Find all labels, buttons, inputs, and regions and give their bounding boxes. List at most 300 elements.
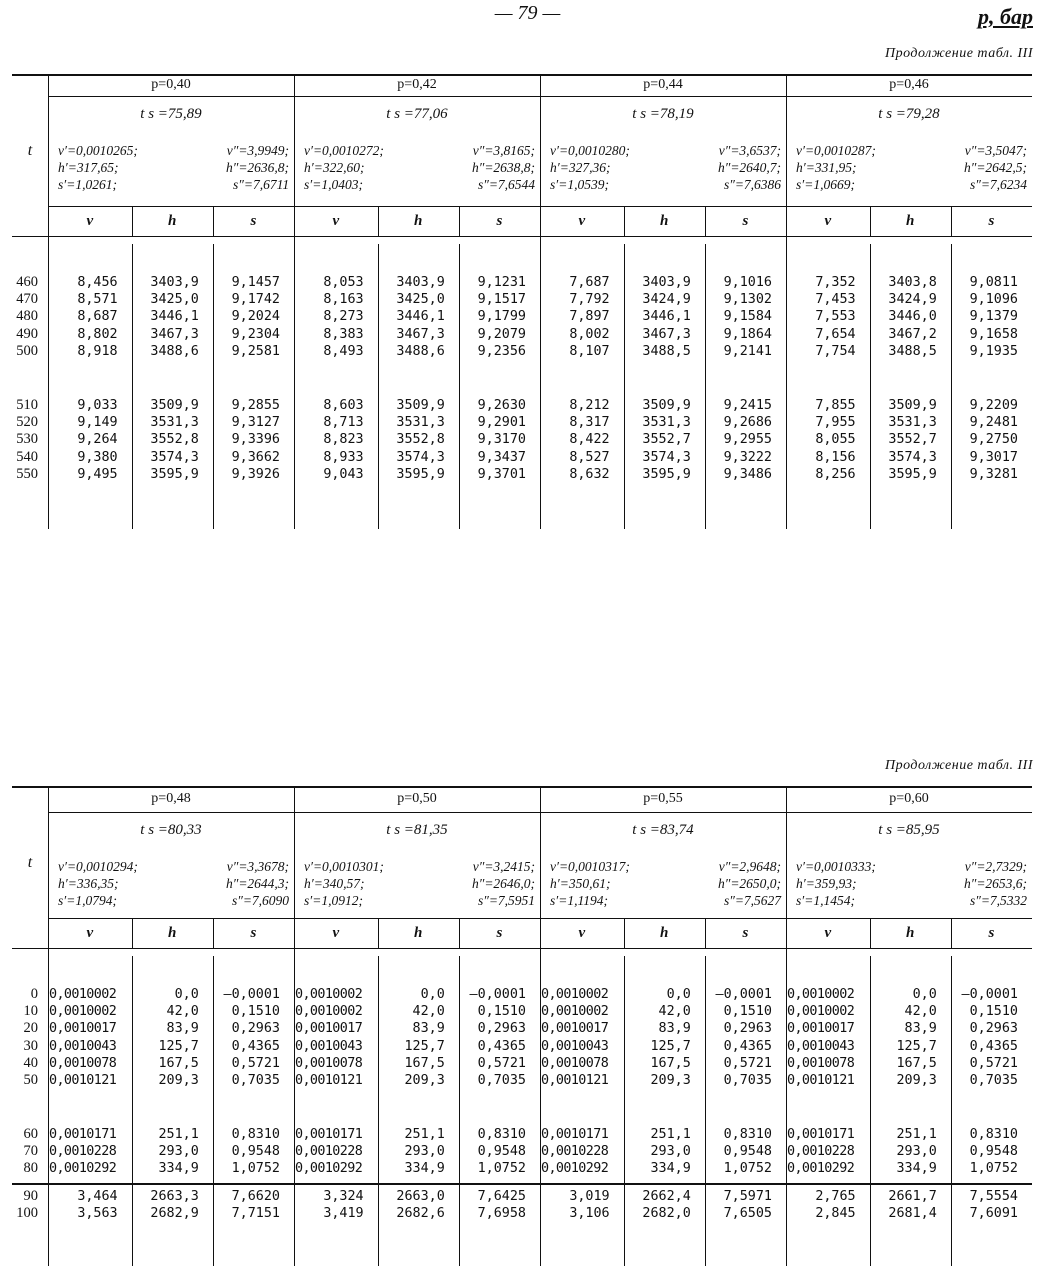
cell-s: 0,7035: [477, 1073, 526, 1088]
cell-h: 334,9: [896, 1161, 937, 1177]
cell-s: 9,3017: [969, 449, 1018, 465]
cell-s: 7,6958: [477, 1206, 526, 1222]
column-header-s: s: [496, 213, 503, 229]
cell-v: 8,317: [569, 415, 610, 431]
saturation-temperature: t s =75,89: [140, 106, 202, 122]
cell-v: 8,802: [77, 326, 118, 342]
cell-h: 0,0: [666, 987, 691, 1002]
saturation-property-liquid: h′=340,57;: [304, 876, 365, 891]
cell-v: 0,0010171: [541, 1127, 609, 1142]
saturation-temperature: t s =81,35: [386, 822, 448, 838]
cell-h: 0,0: [912, 987, 937, 1002]
cell-s: 9,1517: [477, 292, 526, 308]
cell-v: 0,0010121: [295, 1073, 363, 1088]
cell-h: 3509,9: [888, 398, 937, 413]
cell-s: 9,1457: [231, 275, 280, 290]
cell-v: 8,053: [323, 275, 364, 290]
cell-h: 3595,9: [150, 466, 199, 482]
cell-s: 9,0811: [969, 275, 1018, 290]
temperature-cell: 510: [16, 397, 38, 413]
section-rule: [12, 1183, 1032, 1185]
cell-s: 9,3222: [723, 449, 772, 465]
temperature-cell: 100: [16, 1205, 38, 1222]
cell-s: 9,1379: [969, 309, 1018, 325]
cell-v: 8,212: [569, 398, 610, 413]
cell-v: 2,765: [815, 1189, 856, 1204]
cell-s: 9,1016: [723, 275, 772, 290]
cell-s: 9,2079: [477, 326, 526, 342]
cell-v: 0,0010292: [49, 1161, 117, 1177]
cell-h: 3552,8: [396, 432, 445, 448]
temperature-cell: 540: [16, 448, 38, 465]
subcolumn-divider: [705, 918, 706, 948]
subcolumn-divider: [213, 206, 214, 236]
cell-h: 293,0: [650, 1144, 691, 1160]
cell-v: 8,256: [815, 466, 856, 482]
cell-h: 42,0: [904, 1004, 937, 1020]
cell-h: 0,0: [174, 987, 199, 1002]
cell-v: 0,0010078: [49, 1055, 117, 1071]
cell-h: 3595,9: [396, 466, 445, 482]
cell-s: 1,0752: [969, 1161, 1018, 1177]
cell-v: 0,0010043: [787, 1038, 855, 1054]
cell-s: 0,5721: [477, 1055, 526, 1071]
cell-v: 0,0010292: [295, 1161, 363, 1177]
cell-h: 3467,3: [642, 326, 691, 342]
cell-s: 0,9548: [723, 1144, 772, 1160]
column-header-s: s: [250, 213, 257, 229]
subcolumn-divider: [378, 918, 379, 948]
cell-v: 0,0010043: [541, 1038, 609, 1054]
temperature-cell: 70: [23, 1143, 38, 1160]
steam-table-lower: [12, 786, 1032, 1266]
cell-v: 0,0010002: [295, 987, 363, 1002]
cell-h: 3574,3: [150, 449, 199, 465]
cell-s: 9,3437: [477, 449, 526, 465]
cell-s: 1,0752: [477, 1161, 526, 1177]
saturation-property-vapor: v″=3,8165;: [472, 143, 536, 158]
table-row: [12, 1038, 1032, 1055]
cell-v: 9,043: [323, 466, 364, 482]
cell-v: 3,563: [77, 1206, 118, 1222]
cell-v: 8,163: [323, 292, 364, 308]
cell-s: 9,3486: [723, 466, 772, 482]
cell-h: 42,0: [658, 1004, 691, 1020]
temperature-cell: 80: [23, 1160, 38, 1177]
cell-v: 3,419: [323, 1206, 364, 1222]
cell-v: 9,264: [77, 432, 118, 448]
column-header-h: h: [660, 925, 669, 941]
column-header-v: v: [578, 925, 586, 941]
saturation-property-liquid: s′=1,0261;: [58, 177, 117, 192]
saturation-property-vapor: s″=7,5332: [969, 893, 1028, 908]
cell-s: 7,6425: [477, 1189, 526, 1204]
cell-v: 0,0010171: [49, 1127, 117, 1142]
cell-s: 9,3926: [231, 466, 280, 482]
cell-h: 3403,9: [642, 275, 691, 290]
cell-h: 3509,9: [150, 398, 199, 413]
saturation-property-liquid: v′=0,0010287;: [796, 143, 876, 158]
cell-v: 9,495: [77, 466, 118, 482]
cell-v: 0,0010171: [295, 1127, 363, 1142]
cell-v: 8,823: [323, 432, 364, 448]
cell-h: 251,1: [404, 1127, 445, 1142]
subcolumn-divider: [705, 206, 706, 236]
cell-h: 3424,9: [642, 292, 691, 308]
cell-v: 3,464: [77, 1189, 118, 1204]
cell-s: —0,0001: [961, 987, 1018, 1002]
subcolumn-divider: [213, 918, 214, 948]
cell-s: 0,8310: [723, 1127, 772, 1142]
cell-v: 0,0010121: [787, 1073, 855, 1088]
cell-v: 7,687: [569, 275, 610, 290]
page-number: — 79 —: [494, 2, 561, 24]
pressure-label: p=0,60: [889, 791, 929, 806]
table-row: [12, 326, 1032, 343]
cell-s: —0,0001: [469, 987, 526, 1002]
saturation-property-liquid: h′=350,61;: [550, 876, 611, 891]
pressure-label: p=0,44: [643, 77, 683, 92]
column-header-v: v: [824, 925, 832, 941]
temperature-cell: 10: [23, 1003, 38, 1020]
cell-h: 3425,0: [150, 292, 199, 308]
cell-v: 7,754: [815, 343, 856, 359]
saturation-temperature: t s =77,06: [386, 106, 448, 122]
saturation-property-liquid: v′=0,0010333;: [796, 859, 876, 874]
table-row: [12, 1188, 1032, 1205]
column-header-s: s: [742, 925, 749, 941]
saturation-property-liquid: s′=1,0669;: [796, 177, 855, 192]
cell-s: 9,1799: [477, 309, 526, 325]
cell-v: 8,107: [569, 343, 610, 359]
cell-v: 0,0010017: [295, 1021, 363, 1037]
cell-s: 1,0752: [723, 1161, 772, 1177]
cell-h: 2663,0: [396, 1189, 445, 1204]
cell-h: 167,5: [896, 1055, 937, 1071]
saturation-property-liquid: h′=327,36;: [550, 160, 611, 175]
saturation-property-vapor: h″=2642,5;: [963, 160, 1028, 175]
saturation-property-vapor: s″=7,6386: [723, 177, 782, 192]
table-row: [12, 1072, 1032, 1089]
cell-h: 293,0: [404, 1144, 445, 1160]
pressure-label: p=0,48: [151, 791, 191, 806]
subcolumn-divider: [870, 206, 871, 236]
cell-v: 0,0010017: [541, 1021, 609, 1037]
column-header-v: v: [332, 213, 340, 229]
cell-s: 9,2630: [477, 398, 526, 413]
cell-s: 9,1742: [231, 292, 280, 308]
steam-table-upper: [12, 74, 1032, 529]
cell-h: 3467,3: [396, 326, 445, 342]
cell-v: 0,0010121: [541, 1073, 609, 1088]
saturation-property-vapor: h″=2644,3;: [225, 876, 290, 891]
cell-h: 3509,9: [396, 398, 445, 413]
cell-v: 0,0010228: [295, 1144, 363, 1160]
cell-v: 8,603: [323, 398, 364, 413]
cell-v: 0,0010002: [787, 1004, 855, 1020]
temperature-cell: 520: [16, 414, 38, 431]
cell-v: 8,493: [323, 343, 364, 359]
saturation-temperature: t s =79,28: [878, 106, 940, 122]
column-header-h: h: [906, 925, 915, 941]
subcolumn-divider: [132, 918, 133, 948]
cell-v: 0,0010017: [787, 1021, 855, 1037]
cell-h: 3403,9: [150, 275, 199, 290]
cell-v: 0,0010121: [49, 1073, 117, 1088]
cell-h: 209,3: [404, 1073, 445, 1088]
cell-v: 8,632: [569, 466, 610, 482]
temperature-cell: 550: [16, 465, 38, 482]
saturation-property-liquid: v′=0,0010265;: [58, 143, 138, 158]
cell-s: 0,1510: [231, 1004, 280, 1020]
cell-h: 3467,3: [150, 326, 199, 342]
cell-h: 3446,1: [150, 309, 199, 325]
subcolumn-divider: [624, 918, 625, 948]
cell-h: 3488,5: [888, 343, 937, 359]
table-row: [12, 414, 1032, 431]
table-row: [12, 1205, 1032, 1222]
cell-s: 9,2750: [969, 432, 1018, 448]
cell-s: 9,3170: [477, 432, 526, 448]
saturation-property-vapor: h″=2640,7;: [717, 160, 782, 175]
cell-h: 3574,3: [396, 449, 445, 465]
cell-s: 0,9548: [231, 1144, 280, 1160]
cell-s: 9,1658: [969, 326, 1018, 342]
cell-h: 251,1: [896, 1127, 937, 1142]
cell-v: 3,106: [569, 1206, 610, 1222]
cell-h: 2681,4: [888, 1206, 937, 1222]
saturation-temperature: t s =83,74: [632, 822, 694, 838]
cell-v: 7,897: [569, 309, 610, 325]
column-header-v: v: [824, 213, 832, 229]
saturation-property-liquid: h′=322,60;: [304, 160, 365, 175]
table-row: [12, 397, 1032, 414]
temperature-cell: 490: [16, 325, 38, 342]
subcolumn-divider: [624, 206, 625, 236]
column-header-h: h: [414, 925, 423, 941]
cell-h: 3488,6: [150, 343, 199, 359]
cell-h: 83,9: [166, 1021, 199, 1037]
column-header-h: h: [414, 213, 423, 229]
table-row: [12, 1143, 1032, 1160]
cell-s: 7,6091: [969, 1206, 1018, 1222]
cell-h: 3403,9: [396, 275, 445, 290]
cell-s: 0,9548: [477, 1144, 526, 1160]
cell-v: 3,019: [569, 1189, 610, 1204]
saturation-property-liquid: v′=0,0010280;: [550, 143, 630, 158]
table-row: [12, 308, 1032, 325]
cell-v: 8,383: [323, 326, 364, 342]
table-row: [12, 1020, 1032, 1037]
cell-v: 9,033: [77, 398, 118, 413]
saturation-property-vapor: v″=3,2415;: [472, 859, 536, 874]
temperature-cell: 20: [23, 1020, 38, 1037]
subcolumn-divider: [870, 918, 871, 948]
cell-v: 0,0010078: [295, 1055, 363, 1071]
cell-s: 0,1510: [477, 1004, 526, 1020]
column-header-v: v: [332, 925, 340, 941]
header-bottom-rule: [12, 948, 1032, 949]
cell-h: 3488,6: [396, 343, 445, 359]
saturation-temperature: t s =85,95: [878, 822, 940, 838]
saturation-property-liquid: h′=336,35;: [58, 876, 119, 891]
cell-s: 0,4365: [477, 1038, 526, 1054]
cell-v: 0,0010017: [49, 1021, 117, 1037]
cell-s: 9,2304: [231, 326, 280, 342]
cell-s: 9,3127: [231, 415, 280, 431]
cell-v: 0,0010002: [49, 1004, 117, 1020]
cell-v: 0,0010078: [541, 1055, 609, 1071]
cell-v: 0,0010002: [49, 987, 117, 1002]
temperature-cell: 60: [23, 1126, 38, 1142]
saturation-property-vapor: h″=2636,8;: [225, 160, 290, 175]
cell-s: 9,1096: [969, 292, 1018, 308]
cell-v: 0,0010002: [787, 987, 855, 1002]
cell-s: 9,2141: [723, 343, 772, 359]
cell-s: 9,1864: [723, 326, 772, 342]
cell-s: 9,3396: [231, 432, 280, 448]
saturation-property-vapor: v″=3,6537;: [718, 143, 782, 158]
table-row: [12, 431, 1032, 448]
cell-s: 7,5554: [969, 1189, 1018, 1204]
saturation-property-liquid: v′=0,0010294;: [58, 859, 138, 874]
cell-v: 0,0010171: [787, 1127, 855, 1142]
cell-v: 0,0010292: [541, 1161, 609, 1177]
table-row: [12, 274, 1032, 291]
subcolumn-divider: [951, 918, 952, 948]
cell-v: 8,571: [77, 292, 118, 308]
temperature-cell: 90: [23, 1188, 38, 1204]
saturation-property-liquid: h′=359,93;: [796, 876, 857, 891]
temperature-cell: 480: [16, 308, 38, 325]
cell-h: 2682,9: [150, 1206, 199, 1222]
temperature-cell: 0: [30, 986, 38, 1002]
saturation-property-liquid: h′=317,65;: [58, 160, 119, 175]
saturation-property-liquid: s′=1,0912;: [304, 893, 363, 908]
cell-h: 83,9: [658, 1021, 691, 1037]
temperature-cell: 30: [23, 1037, 38, 1054]
table-row: [12, 449, 1032, 466]
subcolumn-divider: [951, 206, 952, 236]
column-header-h: h: [660, 213, 669, 229]
saturation-property-vapor: h″=2638,8;: [471, 160, 536, 175]
cell-h: 2663,3: [150, 1189, 199, 1204]
saturation-property-vapor: v″=2,9648;: [718, 859, 782, 874]
table-row: [12, 1126, 1032, 1143]
cell-s: 0,5721: [723, 1055, 772, 1071]
cell-h: 293,0: [158, 1144, 199, 1160]
column-header-s: s: [496, 925, 503, 941]
cell-s: 0,7035: [231, 1073, 280, 1088]
saturation-property-liquid: v′=0,0010317;: [550, 859, 630, 874]
subcolumn-divider: [459, 918, 460, 948]
cell-s: 0,5721: [231, 1055, 280, 1071]
cell-v: 0,0010078: [787, 1055, 855, 1071]
saturation-property-vapor: s″=7,6711: [232, 177, 290, 192]
saturation-property-vapor: s″=7,6544: [477, 177, 536, 192]
cell-s: 0,7035: [723, 1073, 772, 1088]
cell-v: 8,422: [569, 432, 610, 448]
table-row: [12, 1160, 1032, 1177]
cell-s: 9,2209: [969, 398, 1018, 413]
saturation-property-liquid: s′=1,1194;: [550, 893, 608, 908]
temperature-column-header: t: [27, 142, 33, 159]
cell-h: 3595,9: [888, 466, 937, 482]
cell-h: 3531,3: [888, 415, 937, 431]
cell-v: 7,792: [569, 292, 610, 308]
saturation-property-vapor: s″=7,5627: [723, 893, 782, 908]
cell-s: 0,2963: [723, 1021, 772, 1037]
table-row: [12, 343, 1032, 360]
cell-s: 7,6505: [723, 1206, 772, 1222]
cell-v: 9,380: [77, 449, 118, 465]
cell-v: 7,453: [815, 292, 856, 308]
cell-v: 2,845: [815, 1206, 856, 1222]
cell-s: 9,1935: [969, 343, 1018, 359]
column-header-s: s: [988, 213, 995, 229]
cell-h: 125,7: [404, 1038, 445, 1054]
saturation-property-vapor: v″=3,9949;: [226, 143, 290, 158]
saturation-property-liquid: s′=1,0539;: [550, 177, 609, 192]
cell-h: 42,0: [412, 1004, 445, 1020]
cell-v: 8,687: [77, 309, 118, 325]
table-row: [12, 291, 1032, 308]
cell-s: 7,5971: [723, 1189, 772, 1204]
cell-v: 8,456: [77, 275, 118, 290]
temperature-cell: 460: [16, 274, 38, 290]
cell-v: 8,156: [815, 449, 856, 465]
cell-h: 3531,3: [396, 415, 445, 431]
cell-h: 125,7: [158, 1038, 199, 1054]
column-header-v: v: [578, 213, 586, 229]
cell-v: 0,0010043: [49, 1038, 117, 1054]
cell-v: 7,553: [815, 309, 856, 325]
cell-s: 0,8310: [969, 1127, 1018, 1142]
cell-s: 0,7035: [969, 1073, 1018, 1088]
table-row: [12, 1003, 1032, 1020]
column-header-h: h: [168, 925, 177, 941]
cell-h: 167,5: [158, 1055, 199, 1071]
cell-v: 9,149: [77, 415, 118, 431]
pressure-label: p=0,42: [397, 77, 437, 92]
cell-h: 334,9: [404, 1161, 445, 1177]
cell-v: 7,654: [815, 326, 856, 342]
cell-s: 0,8310: [231, 1127, 280, 1142]
saturation-property-liquid: v′=0,0010301;: [304, 859, 384, 874]
cell-s: 7,7151: [231, 1206, 280, 1222]
column-header-h: h: [906, 213, 915, 229]
cell-v: 0,0010292: [787, 1161, 855, 1177]
cell-s: 9,1302: [723, 292, 772, 308]
column-header-s: s: [988, 925, 995, 941]
cell-h: 83,9: [412, 1021, 445, 1037]
cell-s: 0,1510: [969, 1004, 1018, 1020]
cell-h: 83,9: [904, 1021, 937, 1037]
cell-s: 9,3701: [477, 466, 526, 482]
cell-v: 8,933: [323, 449, 364, 465]
cell-s: 7,6620: [231, 1189, 280, 1204]
cell-h: 251,1: [158, 1127, 199, 1142]
cell-v: 8,918: [77, 343, 118, 359]
pressure-label: p=0,40: [151, 77, 191, 92]
cell-v: 0,0010228: [49, 1144, 117, 1160]
cell-s: 9,2686: [723, 415, 772, 431]
table-row: [12, 986, 1032, 1003]
cell-h: 251,1: [650, 1127, 691, 1142]
column-header-s: s: [250, 925, 257, 941]
cell-s: 0,2963: [477, 1021, 526, 1037]
saturation-property-liquid: v′=0,0010272;: [304, 143, 384, 158]
